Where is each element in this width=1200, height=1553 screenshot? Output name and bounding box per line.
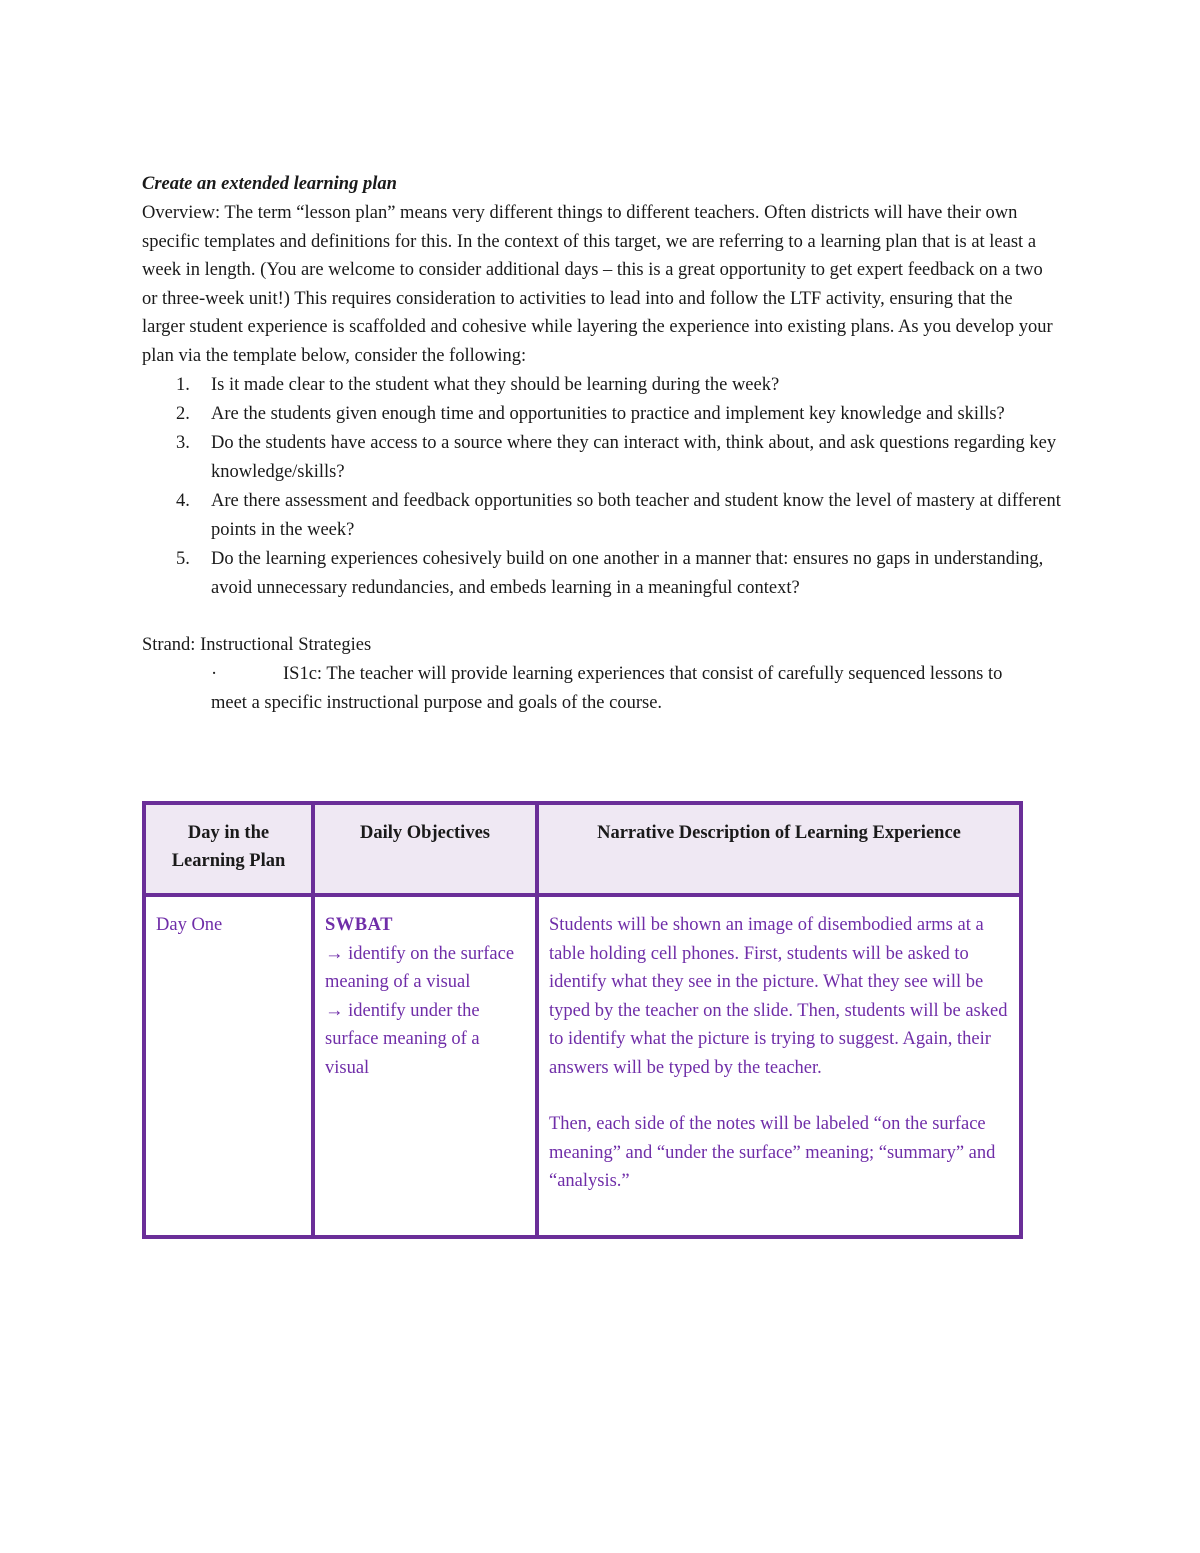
standard-item xyxy=(142,660,1041,718)
bullet-icon: · xyxy=(211,663,218,684)
question-list xyxy=(142,371,1062,603)
table-row xyxy=(144,895,1021,1237)
overview-paragraph: Overview: The term “lesson plan” means very different things to different teachers. Often districts will have their own specific templates and definitions for this. In the context of this target, we are referring to a learning plan that is at least a week in length. (You are welcome to consider additional days – this is a great opportunity to get expert feedback on a two or three-week unit!) This requires consideration to activities to lead into and follow the LTF activity, ensuring that the larger student experience is scaffolded and cohesive while layering the experience into existing plans. As you develop your plan via the template below, consider the following: xyxy=(142,203,1053,366)
objective-item: → identify under the surface meaning of a visual xyxy=(325,1000,480,1078)
standard-text: IS1c: The teacher will provide learning experiences that consist of carefully sequenced lessons to meet a specific instructional purpose and goals of the course. xyxy=(211,663,1003,713)
header-objectives: Daily Objectives xyxy=(313,803,537,895)
objectives-cell xyxy=(313,895,537,1237)
list-item-text: Do the students have access to a source where they can interact with, think about, and ask questions regarding key knowledge/skills? xyxy=(211,432,1057,482)
list-number: 2. xyxy=(176,403,190,424)
list-item-text: Do the learning experiences cohesively build on one another in a manner that: ensures no gaps in understanding, avoid unnecessary redundancies, and embeds learning in a meaningful context? xyxy=(211,548,1044,598)
header-day: Day in the Learning Plan xyxy=(144,803,313,895)
list-item-text: Is it made clear to the student what they should be learning during the week? xyxy=(211,374,780,395)
narrative-paragraph: Students will be shown an image of disembodied arms at a table holding cell phones. First, students will be asked to identify what they see in the picture. What they see will be typed by the teacher on the slide. Then, students will be asked to identify what the picture is trying to suggest. Again, their answers will be typed by the teacher. xyxy=(549,915,1008,1078)
list-item xyxy=(142,429,1062,487)
list-number: 3. xyxy=(176,432,190,453)
day-cell: Day One xyxy=(144,895,313,1237)
list-item xyxy=(142,371,1062,400)
list-item xyxy=(142,400,1062,429)
objective-heading: SWBAT xyxy=(325,915,393,935)
list-number: 4. xyxy=(176,490,190,511)
list-item xyxy=(142,487,1062,545)
list-item-text: Are the students given enough time and opportunities to practice and implement key knowledge and skills? xyxy=(211,403,1005,424)
narrative-paragraph: Then, each side of the notes will be labeled “on the surface meaning” and “under the surface” meaning; “summary” and “analysis.” xyxy=(549,1114,996,1191)
objective-item: → identify on the surface meaning of a visual xyxy=(325,943,515,992)
list-number: 5. xyxy=(176,548,190,569)
list-item-text: Are there assessment and feedback opportunities so both teacher and student know the level of mastery at different points in the week? xyxy=(211,490,1061,540)
header-narrative: Narrative Description of Learning Experience xyxy=(537,803,1021,895)
strand-heading: Strand: Instructional Strategies xyxy=(142,634,372,655)
table-header-row xyxy=(144,803,1021,895)
document-page xyxy=(142,170,1062,718)
paragraph-spacer xyxy=(549,1082,1009,1110)
list-item xyxy=(142,545,1062,603)
document-title: Create an extended learning plan xyxy=(142,174,397,194)
narrative-cell xyxy=(537,895,1021,1237)
learning-plan-table xyxy=(142,801,1023,1239)
list-number: 1. xyxy=(176,374,190,395)
